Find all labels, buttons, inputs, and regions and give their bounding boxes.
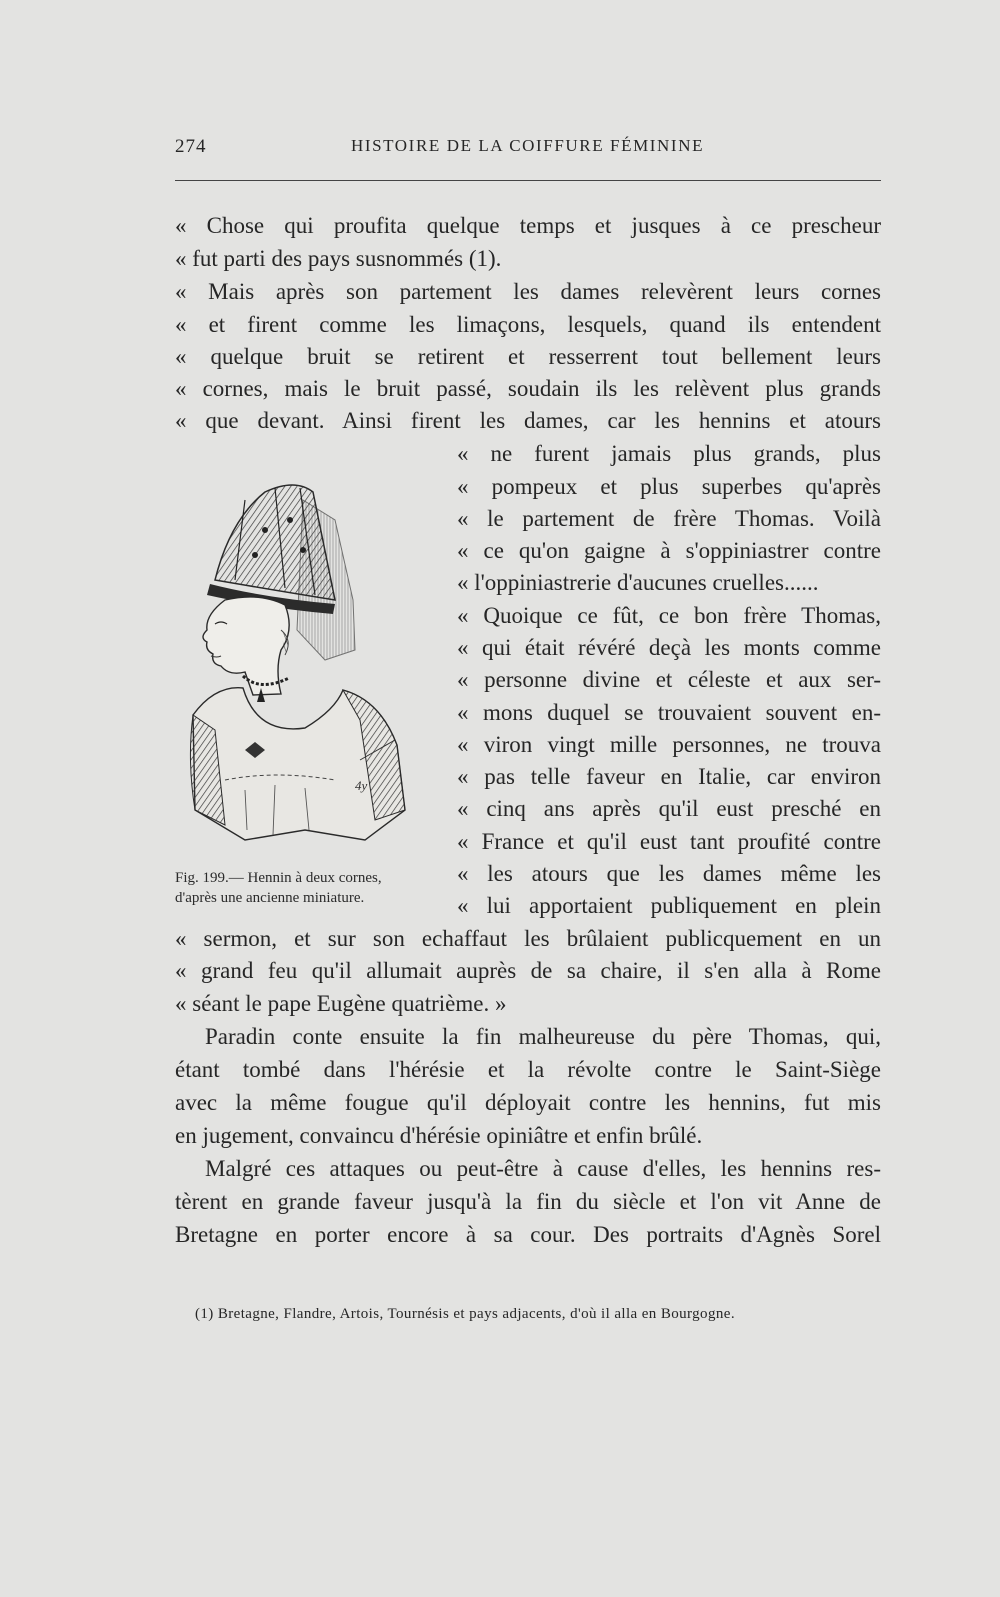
text-line: « Mais après son partement les dames relevèrent leurs cornes <box>175 279 881 304</box>
text-line: « pompeux et plus superbes qu'après <box>457 474 881 499</box>
text-line: « les atours que les dames même les <box>457 861 881 886</box>
text-line: étant tombé dans l'hérésie et la révolte contre le Saint-Siège <box>175 1057 881 1082</box>
text-line: « ne furent jamais plus grands, plus <box>457 441 881 466</box>
hennin-lady-drawing <box>185 480 425 865</box>
text-line: « cornes, mais le bruit passé, soudain ils les relèvent plus grands <box>175 376 881 401</box>
page-header <box>175 136 880 166</box>
paragraph-first-line: Paradin conte ensuite la fin malheureuse du père Thomas, qui, <box>205 1024 881 1049</box>
paragraph-first-line: Malgré ces attaques ou peut-être à cause d'elles, les hennins res- <box>205 1156 881 1181</box>
text-line: « séant le pape Eugène quatrième. » <box>175 991 507 1016</box>
text-line: « l'oppiniastrerie d'aucunes cruelles...... <box>457 570 819 595</box>
caption-line: d'après une ancienne miniature. <box>175 890 365 906</box>
text-line: tèrent en grande faveur jusqu'à la fin du siècle et l'on vit Anne de <box>175 1189 881 1214</box>
running-title: HISTOIRE DE LA COIFFURE FÉMININE <box>350 136 705 155</box>
text-line: Bretagne en porter encore à sa cour. Des portraits d'Agnès Sorel <box>175 1222 881 1247</box>
artist-signature: 4y <box>355 778 368 793</box>
text-line: « lui apportaient publiquement en plein <box>457 893 881 918</box>
text-line: « grand feu qu'il allumait auprès de sa chaire, il s'en alla à Rome <box>175 958 881 983</box>
text-line: en jugement, convaincu d'hérésie opiniâtre et enfin brûlé. <box>175 1123 703 1148</box>
header-rule <box>175 180 881 181</box>
text-line: « que devant. Ainsi firent les dames, car les hennins et atours <box>175 408 881 433</box>
page-number: 274 <box>175 136 207 157</box>
text-line: « France et qu'il eust tant proufité contre <box>457 829 881 854</box>
text-line: « ce qu'on gaigne à s'oppiniastrer contre <box>457 538 881 563</box>
text-line: « le partement de frère Thomas. Voilà <box>457 506 881 531</box>
text-line: « sermon, et sur son echaffaut les brûlaient publicquement en un <box>175 926 881 951</box>
text-line: « et firent comme les limaçons, lesquels, quand ils entendent <box>175 312 881 337</box>
text-line: « Quoique ce fût, ce bon frère Thomas, <box>457 603 881 628</box>
text-line: « personne divine et céleste et aux ser- <box>457 667 881 692</box>
text-line: « Chose qui proufita quelque temps et jusques à ce prescheur <box>175 213 881 238</box>
text-line: « qui était révéré deçà les monts comme <box>457 635 881 660</box>
text-line: « cinq ans après qu'il eust presché en <box>457 796 881 821</box>
figure-caption <box>175 868 435 908</box>
caption-line: Fig. 199.— Hennin à deux cornes, <box>175 870 382 886</box>
figure-illustration <box>185 480 425 865</box>
text-line: avec la même fougue qu'il déployait contre les hennins, fut mis <box>175 1090 881 1115</box>
text-line: « fut parti des pays susnommés (1). <box>175 246 502 271</box>
text-line: « quelque bruit se retirent et resserrent tout bellement leurs <box>175 344 881 369</box>
text-line: « viron vingt mille personnes, ne trouva <box>457 732 881 757</box>
text-line: « mons duquel se trouvaient souvent en- <box>457 700 881 725</box>
text-line: « pas telle faveur en Italie, car environ <box>457 764 881 789</box>
footnote: (1) Bretagne, Flandre, Artois, Tournésis et pays adjacents, d'où il alla en Bourgogne. <box>195 1306 735 1322</box>
